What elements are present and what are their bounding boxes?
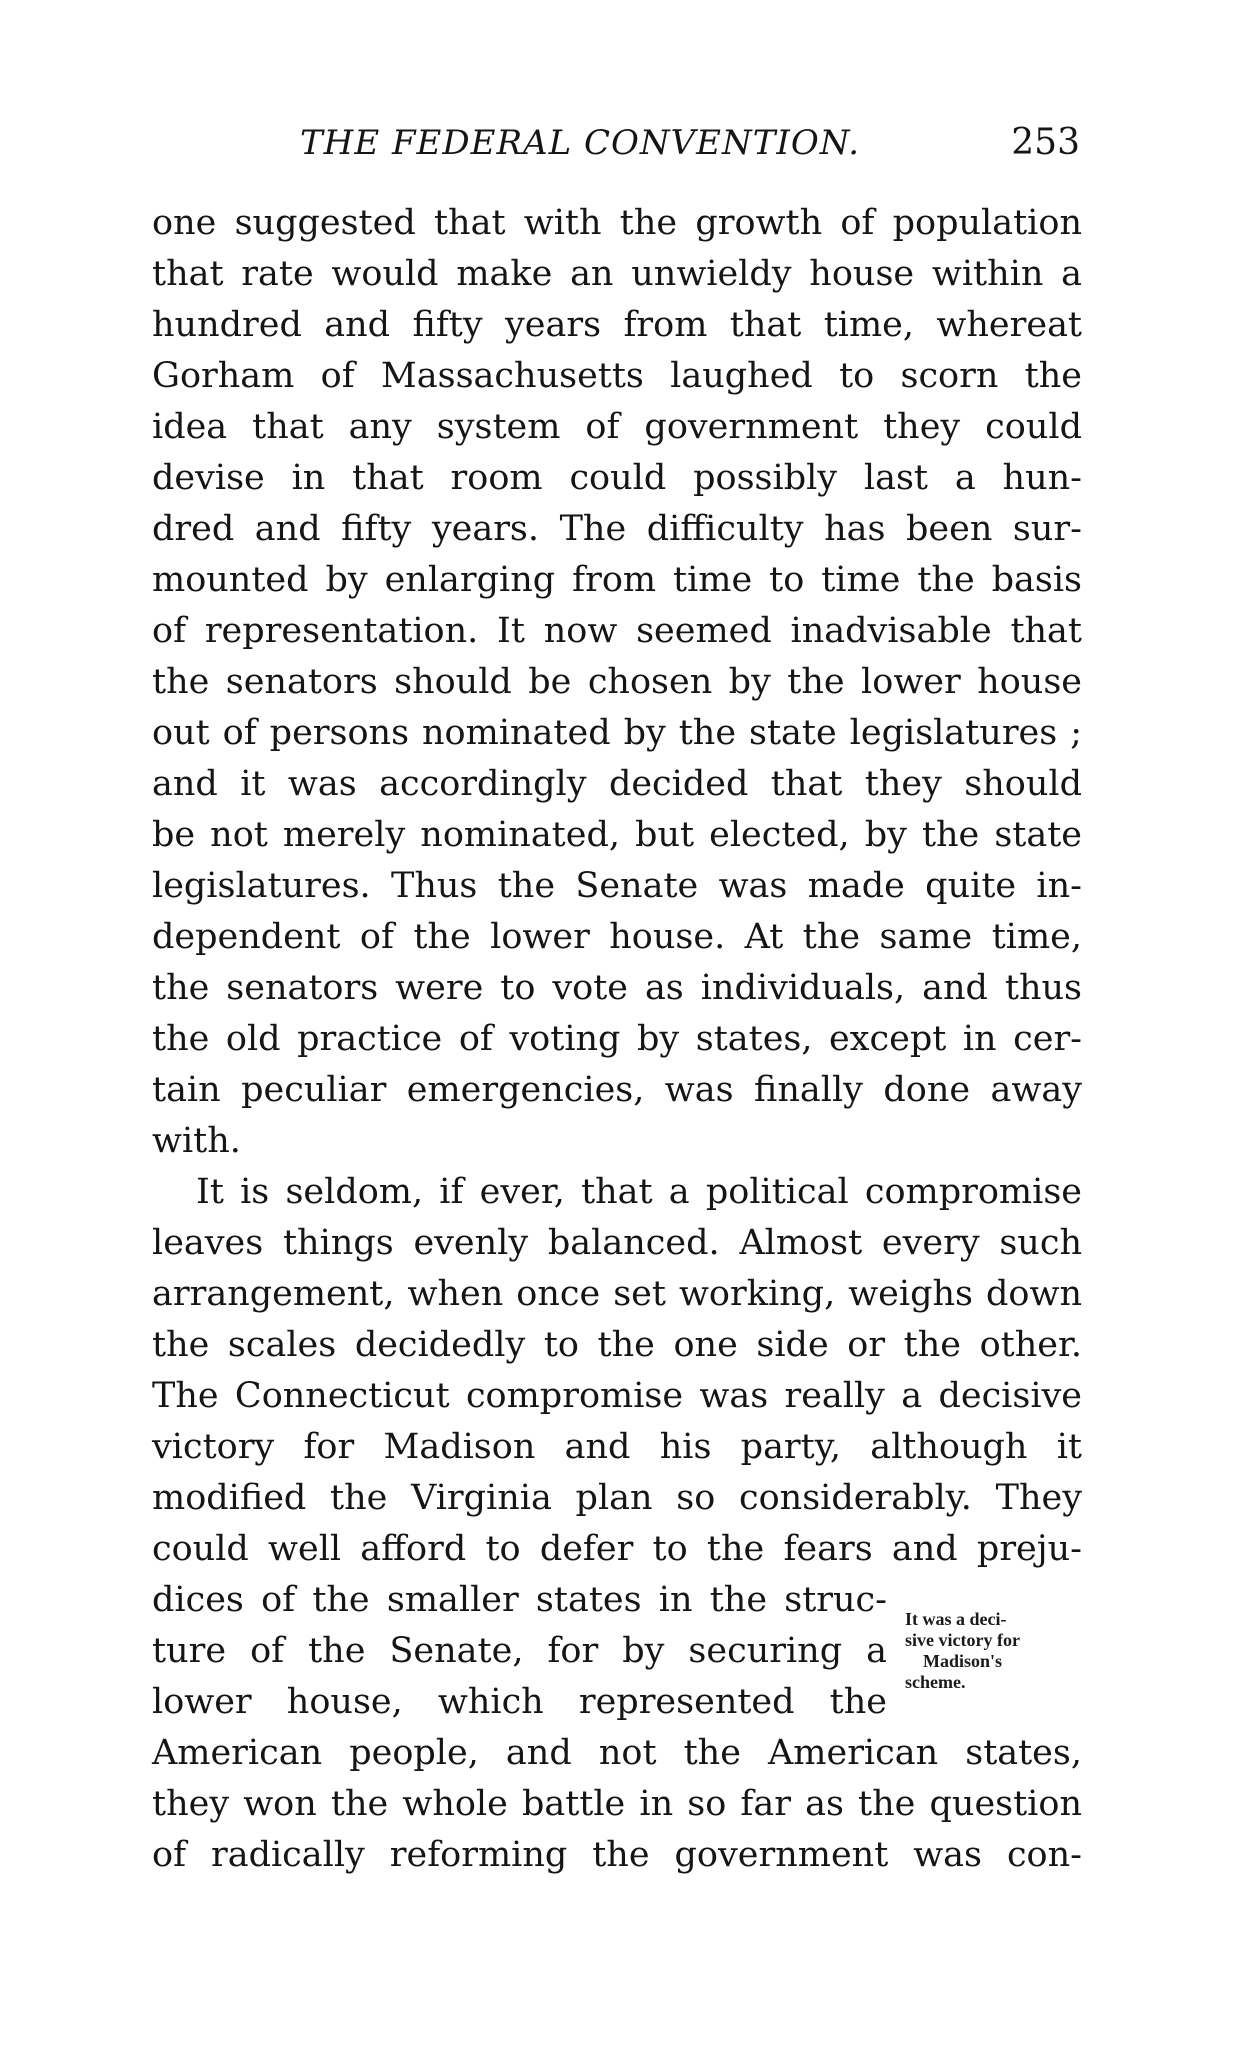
text-line: modified the Virginia plan so considerably. They	[152, 1478, 1082, 1518]
text-line: leaves things evenly balanced. Almost every such	[152, 1223, 1082, 1263]
margin-note-line: Madison's	[923, 1651, 1003, 1671]
text-line: the scales decidedly to the one side or the other.	[152, 1325, 1082, 1365]
margin-note	[905, 1609, 1085, 1693]
text-line: idea that any system of government they could	[152, 407, 1082, 447]
text-line: victory for Madison and his party, although it	[152, 1427, 1082, 1467]
text-line: be not merely nominated, but elected, by the state	[152, 815, 1082, 855]
text-line: hundred and fifty years from that time, whereat	[152, 305, 1082, 345]
text-line: legislatures. Thus the Senate was made quite in-	[152, 866, 1082, 906]
text-line: lower house, which represented the	[152, 1682, 887, 1722]
text-line: the senators should be chosen by the lower house	[152, 662, 1082, 702]
margin-note-line: It was a deci-	[905, 1609, 1007, 1629]
text-line: they won the whole battle in so far as the question	[152, 1784, 1082, 1824]
text-line: tain peculiar emergencies, was finally done away	[152, 1070, 1082, 1110]
text-line: of radically reforming the government was con-	[152, 1835, 1082, 1875]
page-number: 253	[1011, 122, 1080, 163]
text-line: and it was accordingly decided that they should	[152, 764, 1082, 804]
text-line: ture of the Senate, for by securing a	[152, 1631, 887, 1671]
margin-note-line: scheme.	[905, 1672, 966, 1692]
text-line: mounted by enlarging from time to time the basis	[152, 560, 1082, 600]
text-line: dred and fifty years. The difficulty has been sur-	[152, 509, 1082, 549]
text-line: out of persons nominated by the state legislatures ;	[152, 713, 1082, 753]
text-line: arrangement, when once set working, weighs down	[152, 1274, 1082, 1314]
text-line: American people, and not the American states,	[152, 1733, 1082, 1773]
text-line: that rate would make an unwieldy house within a	[152, 254, 1082, 294]
text-line: the old practice of voting by states, except in cer-	[152, 1019, 1082, 1059]
running-header	[300, 118, 1080, 168]
margin-note-line: sive victory for	[905, 1630, 1020, 1650]
running-title: THE FEDERAL CONVENTION.	[300, 123, 861, 163]
text-line: dependent of the lower house. At the same time,	[152, 917, 1082, 957]
text-line: Gorham of Massachusetts laughed to scorn the	[152, 356, 1082, 396]
text-line: with.	[152, 1121, 241, 1161]
text-line: one suggested that with the growth of population	[152, 203, 1082, 243]
text-line: could well afford to defer to the fears and preju-	[152, 1529, 1082, 1569]
paragraph-first-line: It is seldom, if ever, that a political compromise	[196, 1172, 1082, 1212]
text-line: of representation. It now seemed inadvisable that	[152, 611, 1082, 651]
text-line: the senators were to vote as individuals, and thus	[152, 968, 1082, 1008]
text-line: dices of the smaller states in the struc-	[152, 1580, 887, 1620]
text-line: devise in that room could possibly last a hun-	[152, 458, 1082, 498]
text-line: The Connecticut compromise was really a decisive	[152, 1376, 1082, 1416]
